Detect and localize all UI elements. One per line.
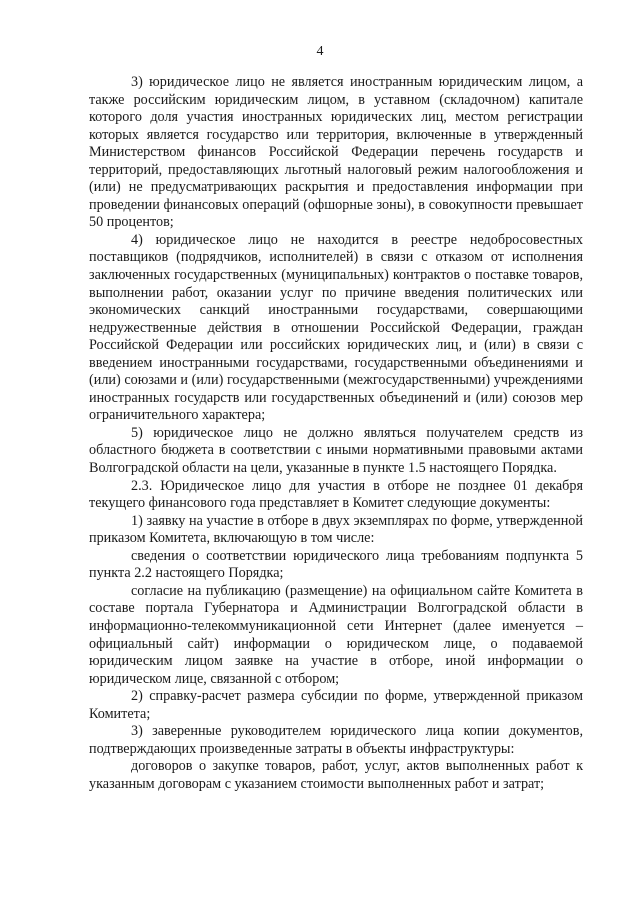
paragraph-document-1: 1) заявку на участие в отборе в двух экземплярах по форме, утвержденной приказом Комитета, включающую в том числе: [89, 512, 583, 547]
paragraph-criterion-3: 3) юридическое лицо не является иностранным юридическим лицом, а также российским юридическим лицом, в уставном (складочном) капитале которого доля участия иностранных юридических лиц, местом регистрации которых является государство или территория, включенные в утвержденный Министерством финансов Российской Федерации перечень государств и территорий, предоставляющих льготный налоговый режим налогообложения и (или) не предусматривающих раскрытия и предоставления информации при проведении финансовых операций (офшорные зоны), в совокупности превышает 50 процентов; [89, 74, 583, 231]
paragraph-document-2: 2) справку-расчет размера субсидии по форме, утвержденной приказом Комитета; [89, 688, 583, 722]
paragraph-criterion-5: 5) юридическое лицо не должно являться получателем средств из областного бюджета в соответствии с иными нормативными правовыми актами Волгоградской области на цели, указанные в пункте 1.5 настоящего Порядка. [89, 424, 583, 477]
paragraph-compliance-info: сведения о соответствии юридического лица требованиям подпункта 5 пункта 2.2 настоящего Порядка; [89, 547, 583, 582]
paragraph-contracts: договоров о закупке товаров, работ, услуг, актов выполненных работ к указанным договорам с указанием стоимости выполненных работ и затрат; [89, 758, 583, 792]
document-body [89, 74, 583, 793]
paragraph-document-3: 3) заверенные руководителем юридического лица копии документов, подтверждающих произведенные затраты в объекты инфраструктуры: [89, 723, 583, 757]
paragraph-publication-consent: согласие на публикацию (размещение) на официальном сайте Комитета в составе портала Губернатора и Администрации Волгоградской области в информационно-телекоммуникационной сети Интернет (далее именуется – официальный сайт) информации о юридическом лице, о подаваемой юридическим лицом заявке на участие в отборе, иной информации о юридическом лице, связанной с отбором; [89, 582, 583, 687]
paragraph-section-2-3: 2.3. Юридическое лицо для участия в отборе не позднее 01 декабря текущего финансового года представляет в Комитет следующие документы: [89, 477, 583, 512]
page-number: 4 [316, 44, 324, 59]
paragraph-criterion-4: 4) юридическое лицо не находится в реестре недобросовестных поставщиков (подрядчиков, исполнителей) в связи с отказом от исполнения заключенных государственных (муниципальных) контрактов о поставке товаров, выполнении работ, оказании услуг по причине введения политических или экономических санкций иностранными государствами, совершающими недружественные действия в отношении Российской Федерации, граждан Российской Федерации или российских юридических лиц, и (или) в связи с введением иностранными государствами, государственными объединениями и (или) союзами и (или) государственными (межгосударственными) учреждениями иностранных государств или государственных объединений и (или) союзов мер ограничительного характера; [89, 231, 583, 424]
